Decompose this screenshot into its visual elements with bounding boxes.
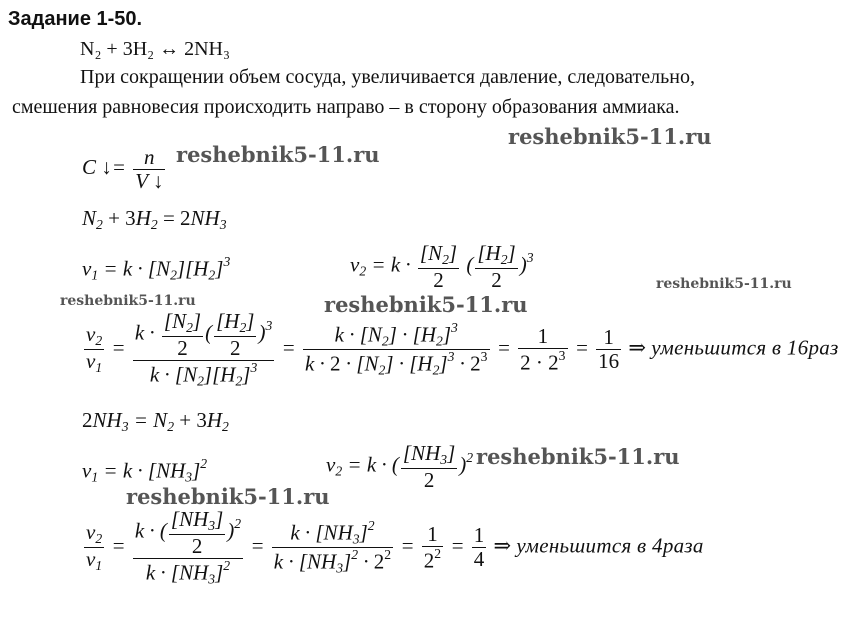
watermark: reshebnik5-11.ru: [60, 293, 196, 309]
task-title: Задание 1-50.: [8, 8, 143, 30]
reverse-result: уменьшится в 4раза: [516, 533, 704, 558]
ratio-reverse: $\frac{v_2}{v_1}$ = k · ( $\frac{[NH_3]}{2}$ )$^2$ $k \cdot [NH_3]^2$ = $\frac{k \cdot [NH_3]^2}{k \cdot [NH_3]^2 \cdot 2^2}$ = $\frac{1}{2^2}$ = $\frac{1}{4}$ ⇒ уменьшится в 4раза: [86, 507, 704, 587]
watermark: reshebnik5-11.ru: [656, 276, 792, 292]
watermark: reshebnik5-11.ru: [508, 124, 712, 149]
reverse-reaction: $2NH_3 = N_2 + 3H_2$: [82, 408, 229, 435]
v2-reverse-rate: $v_2 = k$ · ( $\frac{[NH_3]}{2}$ )$^2$: [326, 441, 474, 492]
paragraph-line-2: смешения равновесия происходить направо – в сторону образования аммиака.: [12, 96, 680, 118]
reaction-equation: N₂ + 3H₂ ↔ 2NH₃: [80, 38, 230, 60]
watermark: reshebnik5-11.ru: [126, 484, 330, 509]
v1-reverse-rate: $v_1 = k \cdot [NH_3]^2$: [82, 456, 208, 485]
watermark: reshebnik5-11.ru: [176, 142, 380, 167]
paragraph-line-1: При сокращении объем сосуда, увеличивается давление, следовательно,: [80, 66, 695, 88]
concentration-formula: C ↓= $\frac{n}{V ↓}$: [82, 145, 164, 193]
forward-reaction: $N_2 + 3H_2 = 2NH_3$: [82, 206, 227, 233]
forward-result: уменьшится в 16раз: [651, 335, 839, 360]
v1-forward-rate: $v_1 = k \cdot [N_2][H_2]^3$: [82, 254, 231, 283]
v2-forward-rate: $v_2 = k$ · $\frac{[N_2]}{2}$ ( $\frac{[H_2]}{2}$ )$^3$: [350, 241, 534, 292]
watermark: reshebnik5-11.ru: [324, 292, 528, 317]
watermark: reshebnik5-11.ru: [476, 444, 680, 469]
ratio-forward: $\frac{v_2}{v_1}$ = k · $\frac{[N_2]}{2}$ ( $\frac{[H_2]}{2}$ )$^3$ $k \cdot [N_2][H_2]^3$ = $\frac{k \cdot [N_2] \cdot [H_2]^3}{k \cdot 2 \cdot [N_2] \cdot [H_2]^3 \cdot 2^3}$ = $\frac{1}{2 \cdot 2^3}$ = $\frac{1}{16}$ ⇒ уменьшится в 16раз: [86, 309, 839, 389]
